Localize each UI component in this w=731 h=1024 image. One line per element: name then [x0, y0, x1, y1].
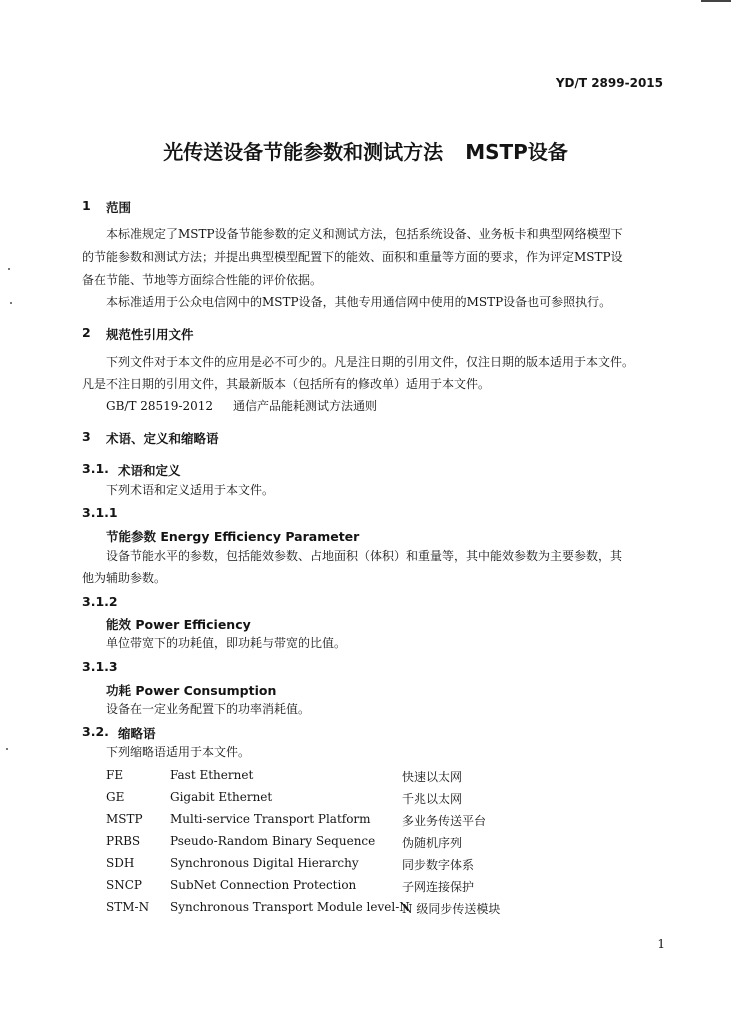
abbr-chinese: 快速以太网 — [402, 770, 463, 784]
section-3-title: 术语、定义和缩略语 — [106, 431, 219, 446]
abbr-english: Pseudo-Random Binary Sequence — [170, 834, 376, 848]
reference-code: GB/T 28519-2012 — [106, 399, 214, 413]
section-2-para-line: 下列文件对于本文件的应用是必不可少的。凡是注日期的引用文件，仅注日期的版本适用于本文件。 — [106, 355, 635, 369]
term-3-1-1-definition-line: 设备节能水平的参数，包括能效参数、占地面积（体积）和重量等，其中能效参数为主要参数，其 — [106, 549, 623, 563]
abbr-chinese: 多业务传送平台 — [402, 814, 487, 828]
subsection-3-1-title: 术语和定义 — [118, 463, 181, 478]
reference-title: 通信产品能耗测试方法通则 — [233, 399, 378, 413]
term-3-1-1-id: 3.1.1 — [82, 505, 118, 520]
abbr-english: Synchronous Transport Module level-N — [170, 900, 410, 914]
subsection-3-1-number: 3.1. — [82, 461, 109, 476]
abbr-english: Fast Ethernet — [170, 768, 254, 782]
section-2-title: 规范性引用文件 — [106, 327, 194, 342]
document-code: YD/T 2899-2015 — [555, 76, 663, 90]
abbr-english: Multi-service Transport Platform — [170, 812, 371, 826]
section-1-title: 范围 — [106, 200, 132, 215]
abbr-code: MSTP — [106, 812, 143, 826]
term-3-1-2-id: 3.1.2 — [82, 594, 118, 609]
abbr-code: GE — [106, 790, 125, 804]
subsection-3-1-text: 下列术语和定义适用于本文件。 — [106, 483, 275, 497]
subsection-3-2-title: 缩略语 — [118, 726, 156, 741]
term-3-1-2-name: 能效 Power Efficiency — [106, 617, 251, 632]
section-1-para-line: 备在节能、节地等方面综合性能的评价依据。 — [82, 273, 323, 287]
term-3-1-3-id: 3.1.3 — [82, 659, 118, 674]
term-3-1-1-definition-line: 他为辅助参数。 — [82, 571, 167, 585]
subsection-3-2-text: 下列缩略语适用于本文件。 — [106, 745, 251, 759]
abbr-chinese: 子网连接保护 — [402, 880, 475, 894]
abbr-english: SubNet Connection Protection — [170, 878, 357, 892]
section-1-para-line: 本标准规定了MSTP设备节能参数的定义和测试方法，包括系统设备、业务板卡和典型网络模型下 — [106, 227, 623, 241]
term-3-1-2-definition: 单位带宽下的功耗值，即功耗与带宽的比值。 — [106, 636, 347, 650]
abbr-chinese: 同步数字体系 — [402, 858, 475, 872]
scan-speck — [8, 268, 10, 270]
title-main: 光传送设备节能参数和测试方法 — [163, 140, 444, 164]
term-3-1-3-name: 功耗 Power Consumption — [106, 683, 277, 698]
term-3-1-3-definition: 设备在一定业务配置下的功率消耗值。 — [106, 702, 311, 716]
section-1-para-line: 本标准适用于公众电信网中的MSTP设备，其他专用通信网中使用的MSTP设备也可参照执行。 — [106, 295, 612, 309]
section-1-para-line: 的节能参数和测试方法；并提出典型模型配置下的能效、面积和重量等方面的要求，作为评定MSTP设 — [82, 250, 623, 264]
section-2-number: 2 — [82, 325, 91, 340]
abbr-code: SDH — [106, 856, 135, 870]
page-number: 1 — [657, 937, 665, 951]
subsection-3-2-number: 3.2. — [82, 724, 109, 739]
abbr-chinese: 千兆以太网 — [402, 792, 463, 806]
abbr-code: STM-N — [106, 900, 150, 914]
abbr-code: FE — [106, 768, 124, 782]
abbr-code: PRBS — [106, 834, 141, 848]
scan-speck — [6, 748, 8, 750]
abbr-english: Synchronous Digital Hierarchy — [170, 856, 359, 870]
abbr-chinese: N 级同步传送模块 — [402, 902, 501, 916]
scan-edge-line — [701, 0, 731, 2]
section-1-number: 1 — [82, 198, 91, 213]
section-2-para-line: 凡是不注日期的引用文件，其最新版本（包括所有的修改单）适用于本文件。 — [82, 377, 491, 391]
document-title — [0, 136, 731, 165]
term-3-1-1-name: 节能参数 Energy Efficiency Parameter — [106, 529, 360, 544]
section-3-number: 3 — [82, 429, 91, 444]
abbr-code: SNCP — [106, 878, 142, 892]
scan-speck — [10, 302, 12, 304]
abbr-chinese: 伪随机序列 — [402, 836, 463, 850]
title-sub: MSTP设备 — [465, 140, 568, 164]
abbr-english: Gigabit Ethernet — [170, 790, 273, 804]
